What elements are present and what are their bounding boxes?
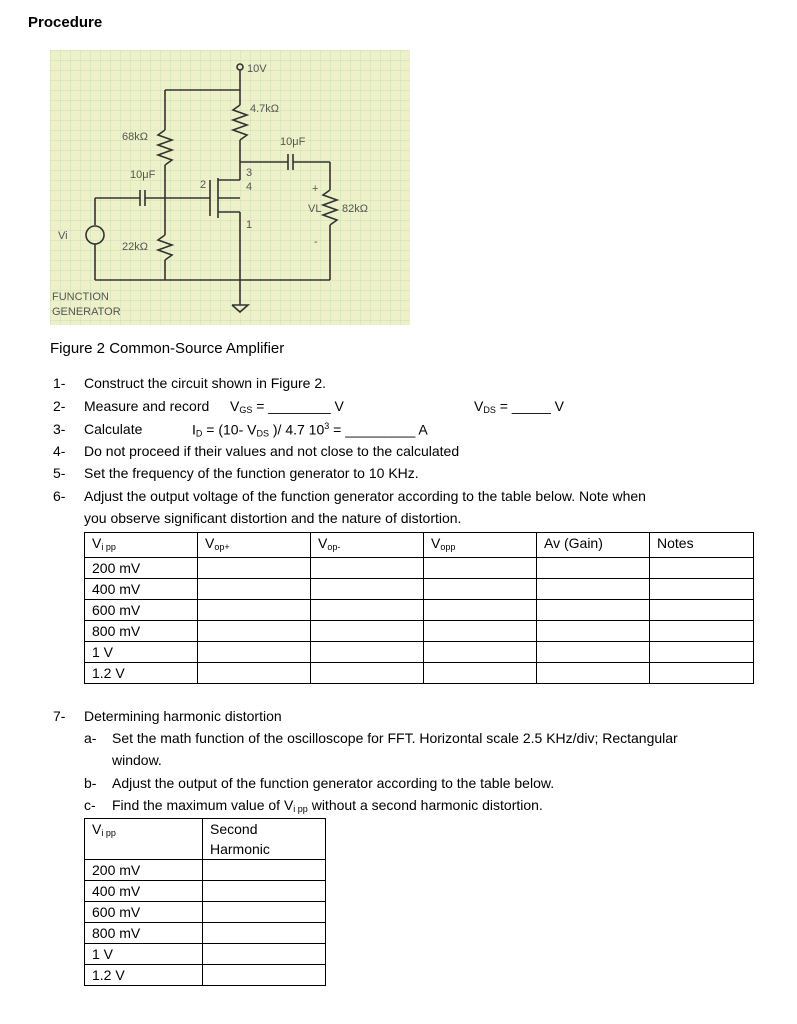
- label-c-out: 10μF: [280, 136, 306, 148]
- table-row: [85, 621, 754, 642]
- header-vop-minus: $V_{op-}$: [311, 533, 424, 558]
- vds-field: $V_{DS}$ = _____ V: [474, 398, 564, 415]
- step-4-number: 4-: [53, 443, 66, 459]
- label-minus: -: [314, 236, 318, 248]
- label-pin4: 4: [246, 181, 253, 193]
- row-value: 1 V: [85, 642, 198, 663]
- row-value: 1 V: [85, 944, 203, 965]
- table-header-row: [85, 533, 754, 558]
- row-value: 200 mV: [85, 558, 198, 579]
- label-vi: Vi: [58, 230, 68, 242]
- label-pin1: 1: [246, 219, 253, 231]
- step-7b-number: b-: [84, 775, 97, 791]
- label-gen-line1: FUNCTION: [52, 291, 109, 303]
- label-pin2: 2: [200, 179, 207, 191]
- label-vl: VL: [308, 203, 322, 215]
- header-gain: Av (Gain): [537, 533, 650, 558]
- step-7c-number: c-: [84, 797, 96, 813]
- step-7b-text: Adjust the output of the function generator according to the table below.: [112, 775, 555, 791]
- step-1-text: Construct the circuit shown in Figure 2.: [84, 375, 326, 391]
- step-6-text-line2: you observe significant distortion and the nature of distortion.: [84, 510, 462, 526]
- row-value: 800 mV: [85, 923, 203, 944]
- step-6-text: Adjust the output voltage of the function generator according to the table below. Note when: [84, 488, 646, 504]
- step-2-text: Measure and record: [84, 398, 210, 414]
- label-r-load: 82kΩ: [342, 203, 368, 215]
- row-value: 600 mV: [85, 600, 198, 621]
- step-4-text: Do not proceed if their values and not close to the calculated: [84, 443, 460, 459]
- step-5-number: 5-: [53, 465, 66, 481]
- row-value: 1.2 V: [85, 965, 203, 986]
- step-5-text: Set the frequency of the function generator to 10 KHz.: [84, 465, 419, 481]
- row-value: 600 mV: [85, 902, 203, 923]
- label-c-in: 10μF: [130, 169, 156, 181]
- label-supply: 10V: [247, 63, 267, 75]
- harmonic-header-row: [85, 819, 326, 860]
- row-value: 1.2 V: [85, 663, 198, 684]
- label-gen-line2: GENERATOR: [52, 306, 121, 318]
- header-vipp-2: $V_{i pp}$: [85, 819, 203, 860]
- step-7c-text: Find the maximum value of $V_{i pp}$ without a second harmonic distortion.: [112, 797, 543, 814]
- table-row: [85, 860, 326, 881]
- table-row: [85, 965, 326, 986]
- circuit-schematic: [50, 50, 410, 325]
- row-value: 800 mV: [85, 621, 198, 642]
- vgs-field: $V_{GS}$ = ________ V: [230, 398, 344, 415]
- distortion-table: [84, 532, 754, 684]
- harmonic-table: [84, 818, 326, 986]
- header-notes: Notes: [650, 533, 754, 558]
- step-3-number: 3-: [53, 421, 66, 437]
- label-r-drain: 4.7kΩ: [250, 103, 280, 115]
- step-7-number: 7-: [53, 708, 66, 724]
- table-row: [85, 881, 326, 902]
- label-pin3: 3: [246, 167, 253, 179]
- table-row: [85, 579, 754, 600]
- table-row: [85, 944, 326, 965]
- row-value: 400 mV: [85, 579, 198, 600]
- step-6-number: 6-: [53, 488, 66, 504]
- step-2-number: 2-: [53, 398, 66, 414]
- header-vopp: $V_{opp}$: [424, 533, 537, 558]
- step-7a-number: a-: [84, 730, 97, 746]
- table-row: [85, 642, 754, 663]
- label-r-bottom: 22kΩ: [122, 241, 148, 253]
- table-row: [85, 663, 754, 684]
- step-7-text: Determining harmonic distortion: [84, 708, 282, 724]
- circuit-figure: [50, 50, 410, 325]
- table-row: [85, 600, 754, 621]
- row-value: 400 mV: [85, 881, 203, 902]
- table-row: [85, 902, 326, 923]
- table-row: [85, 923, 326, 944]
- procedure-heading: Procedure: [28, 14, 103, 31]
- header-vop-plus: $V_{op+}$: [198, 533, 311, 558]
- label-plus: +: [312, 183, 319, 195]
- header-second-harmonic: Second Harmonic: [203, 819, 326, 860]
- label-r-top: 68kΩ: [122, 131, 148, 143]
- table-row: [85, 558, 754, 579]
- step-1-number: 1-: [53, 375, 66, 391]
- header-vipp: $V_{i pp}$: [85, 533, 198, 558]
- step-7a-text-line2: window.: [112, 752, 162, 768]
- figure-caption: Figure 2 Common-Source Amplifier: [50, 340, 285, 357]
- step-3-text: Calculate: [84, 421, 143, 437]
- row-value: 200 mV: [85, 860, 203, 881]
- step-7a-text: Set the math function of the oscilloscope for FFT. Horizontal scale 2.5 KHz/div; Rectangular: [112, 730, 678, 746]
- id-formula: $I_D = (10-$ $V_{DS}$ )/ 4.7 $10^3$ = _________ A: [192, 421, 428, 439]
